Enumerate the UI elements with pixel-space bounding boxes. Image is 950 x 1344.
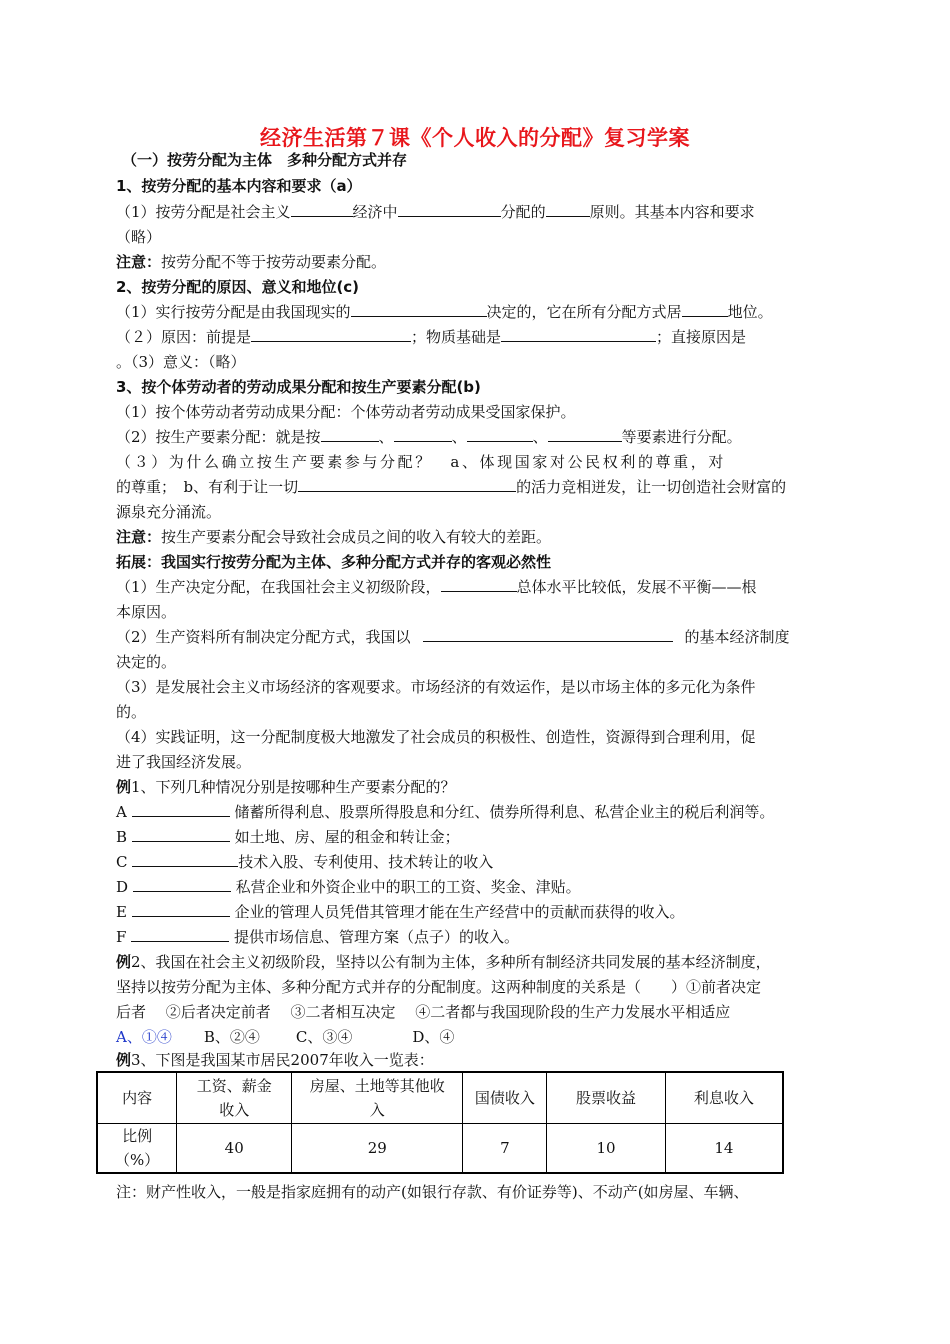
fill-blank: [321, 427, 379, 442]
page-title: 经济生活第７课《个人收入的分配》复习学案: [260, 126, 690, 150]
answer-option-a: A、①④: [116, 1028, 172, 1046]
fill-blank: [441, 577, 517, 592]
extension-3: （3）是发展社会主义市场经济的客观要求。市场经济的有效运作，是以市场主体的多元化为条件: [116, 678, 756, 696]
fill-blank: [682, 302, 728, 317]
table-header-cell: 工资、薪金 收入: [177, 1072, 292, 1123]
paragraph-4: （1）按个体劳动者劳动成果分配：个体劳动者劳动成果受国家保护。: [116, 403, 576, 421]
paragraph-6-c: 源泉充分涌流。: [116, 503, 222, 521]
fill-blank: [298, 477, 516, 492]
fill-blank: [132, 827, 230, 842]
example-1-item: F 提供市场信息、管理方案（点子）的收入。: [116, 928, 519, 946]
table-header-cell: 股票收益: [547, 1072, 666, 1123]
extension-3-cont: 的。: [116, 703, 147, 721]
paragraph-3: （２）原因：前提是 ；物质基础是 ；直接原因是: [116, 328, 747, 346]
fill-blank: [251, 327, 411, 342]
extension-4-cont: 进了我国经济发展。: [116, 753, 252, 771]
extension-2: （2）生产资料所有制决定分配方式，我国以 的基本经济制度: [116, 628, 790, 646]
heading-2: 2、按劳分配的原因、意义和地位(c): [116, 278, 360, 296]
extension-1-cont: 本原因。: [116, 603, 177, 621]
fill-blank: [291, 202, 353, 217]
example-1-item: D 私营企业和外资企业中的职工的工资、奖金、津贴。: [116, 878, 581, 896]
table-header-cell: 国债收入: [463, 1072, 547, 1123]
example-2-line-2: 坚持以按劳分配为主体、多种分配方式并存的分配制度。这两种制度的关系是（ ）①前者决定: [116, 978, 762, 996]
paragraph-3-cont: 。（3）意义：（略）: [116, 353, 246, 371]
fill-blank: [501, 327, 656, 342]
extension-heading: 拓展：我国实行按劳分配为主体、多种分配方式并存的客观必然性: [116, 553, 552, 571]
example-2-line-3: 后者 ②后者决定前者 ③二者相互决定 ④二者都与我国现阶段的生产力发展水平相适应: [116, 1003, 731, 1021]
answer-option-c: C、③④: [295, 1028, 353, 1046]
heading-1: 1、按劳分配的基本内容和要求（a）: [116, 177, 362, 195]
fill-blank: [132, 802, 230, 817]
example-1-item: C 技术入股、专利使用、技术转让的收入: [116, 853, 494, 871]
example-1-question: 例1、下列几种情况分别是按哪种生产要素分配的？: [116, 778, 456, 796]
table-header-cell: 内容: [97, 1072, 177, 1123]
example-1-item: B 如土地、房、屋的租金和转让金；: [116, 828, 460, 846]
answer-option-b: B、②④: [203, 1028, 260, 1046]
table-cell: 比例 （%）: [97, 1123, 177, 1173]
extension-2-cont: 决定的。: [116, 653, 177, 671]
heading-3: 3、按个体劳动者的劳动成果分配和按生产要素分配(b): [116, 378, 481, 396]
example-1-item: A 储蓄所得利息、股票所得股息和分红、债券所得利息、私营企业主的税后利润等。: [116, 803, 775, 821]
table-cell: 40: [177, 1123, 292, 1173]
example-2-options: [116, 1027, 454, 1047]
extension-1: （1）生产决定分配，在我国社会主义初级阶段， 总体水平比较低，发展不平衡——根: [116, 578, 757, 596]
fill-blank: [546, 202, 590, 217]
fill-blank: [423, 627, 673, 642]
income-table: [96, 1071, 784, 1174]
fill-blank: [398, 202, 501, 217]
fill-blank: [132, 902, 230, 917]
table-cell: 14: [665, 1123, 783, 1173]
fill-blank: [351, 302, 487, 317]
example-1-item: E 企业的管理人员凭借其管理才能在生产经营中的贡献而获得的收入。: [116, 903, 685, 921]
paragraph-1-cont: （略）: [116, 228, 162, 246]
answer-option-d: D、④: [412, 1028, 455, 1046]
example-3-question: 例3、下图是我国某市居民2007年收入一览表：: [116, 1051, 434, 1069]
fill-blank: [548, 427, 622, 442]
paragraph-2: （1）实行按劳分配是由我国现实的 决定的，它在所有分配方式居 地位。: [116, 303, 773, 321]
table-row: [97, 1123, 783, 1173]
note-1: 注意：按劳分配不等于按劳动要素分配。: [116, 253, 387, 271]
table-header-cell: 房屋、土地等其他收 入: [292, 1072, 463, 1123]
fill-blank: [132, 852, 238, 867]
paragraph-6: （３）为什么确立按生产要素参与分配？ a、体现国家对公民权利的尊重，对: [116, 453, 726, 471]
extension-4: （4）实践证明，这一分配制度极大地激发了社会成员的积极性、创造性，资源得到合理利用，促: [116, 728, 756, 746]
section-heading: （一）按劳分配为主体 多种分配方式并存: [122, 151, 408, 169]
paragraph-1: （1）按劳分配是社会主义 经济中 分配的 原则。其基本内容和要求: [116, 203, 755, 221]
table-note: 注：财产性收入，一般是指家庭拥有的动产(如银行存款、有价证券等)、不动产(如房屋、车辆、: [116, 1183, 749, 1201]
note-2: 注意：按生产要素分配会导致社会成员之间的收入有较大的差距。: [116, 528, 552, 546]
example-2-line-1: 例2、我国在社会主义初级阶段，坚持以公有制为主体，多种所有制经济共同发展的基本经济制度，: [116, 953, 771, 971]
table-header-row: [97, 1072, 783, 1123]
fill-blank: [394, 427, 452, 442]
table-cell: 10: [547, 1123, 666, 1173]
table-cell: 29: [292, 1123, 463, 1173]
fill-blank: [131, 927, 229, 942]
paragraph-5: （2）按生产要素分配：就是按 、 、 、 等要素进行分配。: [116, 428, 742, 446]
table-cell: 7: [463, 1123, 547, 1173]
fill-blank: [133, 877, 231, 892]
fill-blank: [467, 427, 533, 442]
table-header-cell: 利息收入: [665, 1072, 783, 1123]
paragraph-6-b: 的尊重； b、有利于让一切 的活力竞相迸发，让一切创造社会财富的: [116, 478, 787, 496]
